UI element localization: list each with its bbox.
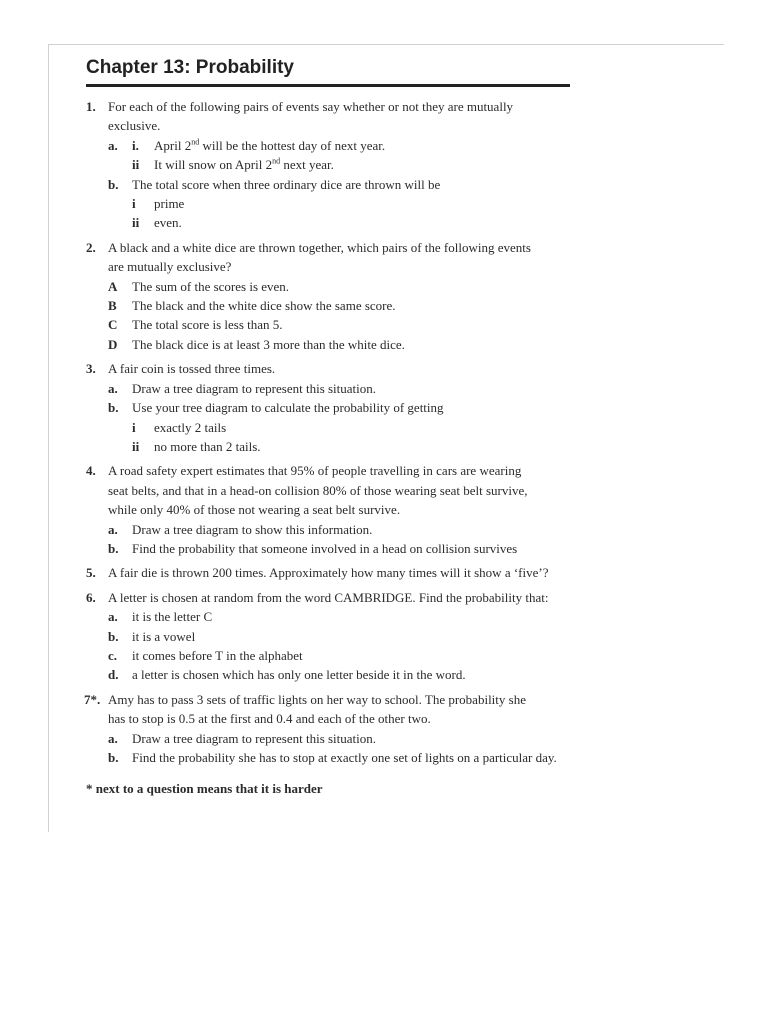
page-border-left (48, 44, 49, 832)
question-5 (86, 563, 676, 582)
part-label: a. (108, 380, 118, 396)
part-label: a. (108, 730, 118, 746)
question-1 (86, 97, 676, 233)
option-b (108, 296, 676, 315)
subpart-text: even. (154, 215, 182, 231)
option-c (108, 315, 676, 334)
option-label: D (108, 336, 118, 352)
question-number: 2. (86, 239, 96, 255)
question-3 (86, 359, 676, 456)
part-a-ii (108, 155, 676, 174)
option-label: A (108, 278, 118, 294)
part-text: a letter is chosen which has only one letter beside it in the word. (132, 667, 466, 683)
question-text: while only 40% of those not wearing a seat belt survive. (108, 502, 401, 518)
option-label: B (108, 298, 117, 314)
part-b-ii (108, 437, 676, 456)
part-b (108, 539, 676, 558)
part-label: a. (108, 521, 118, 537)
part-text: it is the letter C (132, 609, 213, 625)
question-text: seat belts, and that in a head-on collision 80% of those wearing seat belt survive, (108, 482, 528, 498)
part-text: Draw a tree diagram to show this information. (132, 521, 373, 537)
question-number: 3. (86, 361, 96, 377)
worksheet-page (86, 56, 676, 797)
title-underline (86, 84, 570, 87)
question-number: 7*. (84, 691, 101, 707)
part-b-ii (108, 213, 676, 232)
question-text: For each of the following pairs of events say whether or not they are mutually (108, 99, 514, 114)
subpart-label: i. (132, 137, 139, 153)
subpart-label: ii (132, 438, 140, 454)
part-text: Use your tree diagram to calculate the probability of getting (132, 400, 444, 416)
question-text: are mutually exclusive? (108, 259, 232, 275)
part-b (108, 627, 676, 646)
part-text: it is a vowel (132, 628, 196, 644)
part-label: b. (108, 400, 119, 416)
option-text: The black dice is at least 3 more than the white dice. (132, 336, 405, 352)
harder-question-note: * next to a question means that it is harder (86, 781, 323, 797)
part-b (108, 175, 676, 194)
part-label: b. (108, 750, 119, 765)
question-6 (86, 588, 676, 685)
question-text: A letter is chosen at random from the word CAMBRIDGE. Find the probability that: (108, 589, 549, 605)
part-label: c. (108, 647, 118, 663)
chapter-title: Chapter 13: Probability (86, 57, 294, 78)
part-c (108, 646, 676, 665)
question-number: 4. (86, 463, 96, 479)
part-label: b. (108, 628, 119, 644)
subpart-label: ii (132, 215, 140, 231)
option-text: The total score is less than 5. (132, 317, 283, 333)
question-text: A road safety expert estimates that 95% of people travelling in cars are wearing (108, 463, 522, 479)
subpart-label: i (132, 419, 136, 435)
question-text: exclusive. (108, 118, 161, 134)
part-a (108, 607, 676, 626)
option-text: The sum of the scores is even. (132, 278, 290, 294)
question-4 (86, 461, 676, 558)
subpart-text: exactly 2 tails (154, 419, 227, 435)
part-d (108, 665, 676, 684)
part-label: a. (108, 137, 118, 153)
page-border-top (48, 44, 724, 45)
part-b (108, 748, 676, 767)
subpart-text: April 2nd will be the hottest day of next year. (154, 137, 386, 153)
question-7 (86, 690, 676, 768)
subpart-label: i (132, 196, 136, 212)
question-number: 5. (86, 565, 96, 581)
option-label: C (108, 317, 118, 333)
option-d (108, 335, 676, 354)
part-label: b. (108, 540, 119, 556)
question-2 (86, 238, 676, 354)
subpart-label: ii (132, 157, 140, 173)
part-label: a. (108, 609, 118, 625)
part-text: Draw a tree diagram to represent this situation. (132, 730, 377, 746)
question-text: A black and a white dice are thrown together, which pairs of the following events (108, 239, 531, 255)
part-text: Draw a tree diagram to represent this situation. (132, 380, 377, 396)
option-a (108, 277, 676, 296)
question-number: 6. (86, 589, 96, 605)
subpart-text: no more than 2 tails. (154, 438, 261, 454)
question-text: A fair die is thrown 200 times. Approximately how many times will it show a ‘five’? (108, 565, 549, 581)
subpart-text: prime (154, 196, 185, 212)
option-text: The black and the white dice show the same score. (132, 298, 396, 314)
question-text: has to stop is 0.5 at the first and 0.4 and each of the other two. (108, 711, 431, 727)
part-label: b. (108, 176, 119, 192)
part-b-i (108, 418, 676, 437)
question-text: Amy has to pass 3 sets of traffic lights on her way to school. The probability she (108, 691, 526, 707)
part-a (108, 729, 676, 748)
part-label: d. (108, 667, 119, 683)
question-number: 1. (86, 99, 96, 114)
part-text: Find the probability that someone involved in a head on collision survives (132, 540, 518, 556)
part-a (108, 379, 676, 398)
part-a (108, 520, 676, 539)
part-text: Find the probability she has to stop at exactly one set of lights on a particular day. (132, 750, 557, 765)
part-text: it comes before T in the alphabet (132, 647, 303, 663)
question-text: A fair coin is tossed three times. (108, 361, 276, 377)
subpart-text: It will snow on April 2nd next year. (154, 156, 334, 173)
part-text: The total score when three ordinary dice are thrown will be (132, 176, 441, 192)
part-b-i (108, 194, 676, 213)
part-a-i (108, 136, 676, 155)
part-b (108, 398, 676, 417)
